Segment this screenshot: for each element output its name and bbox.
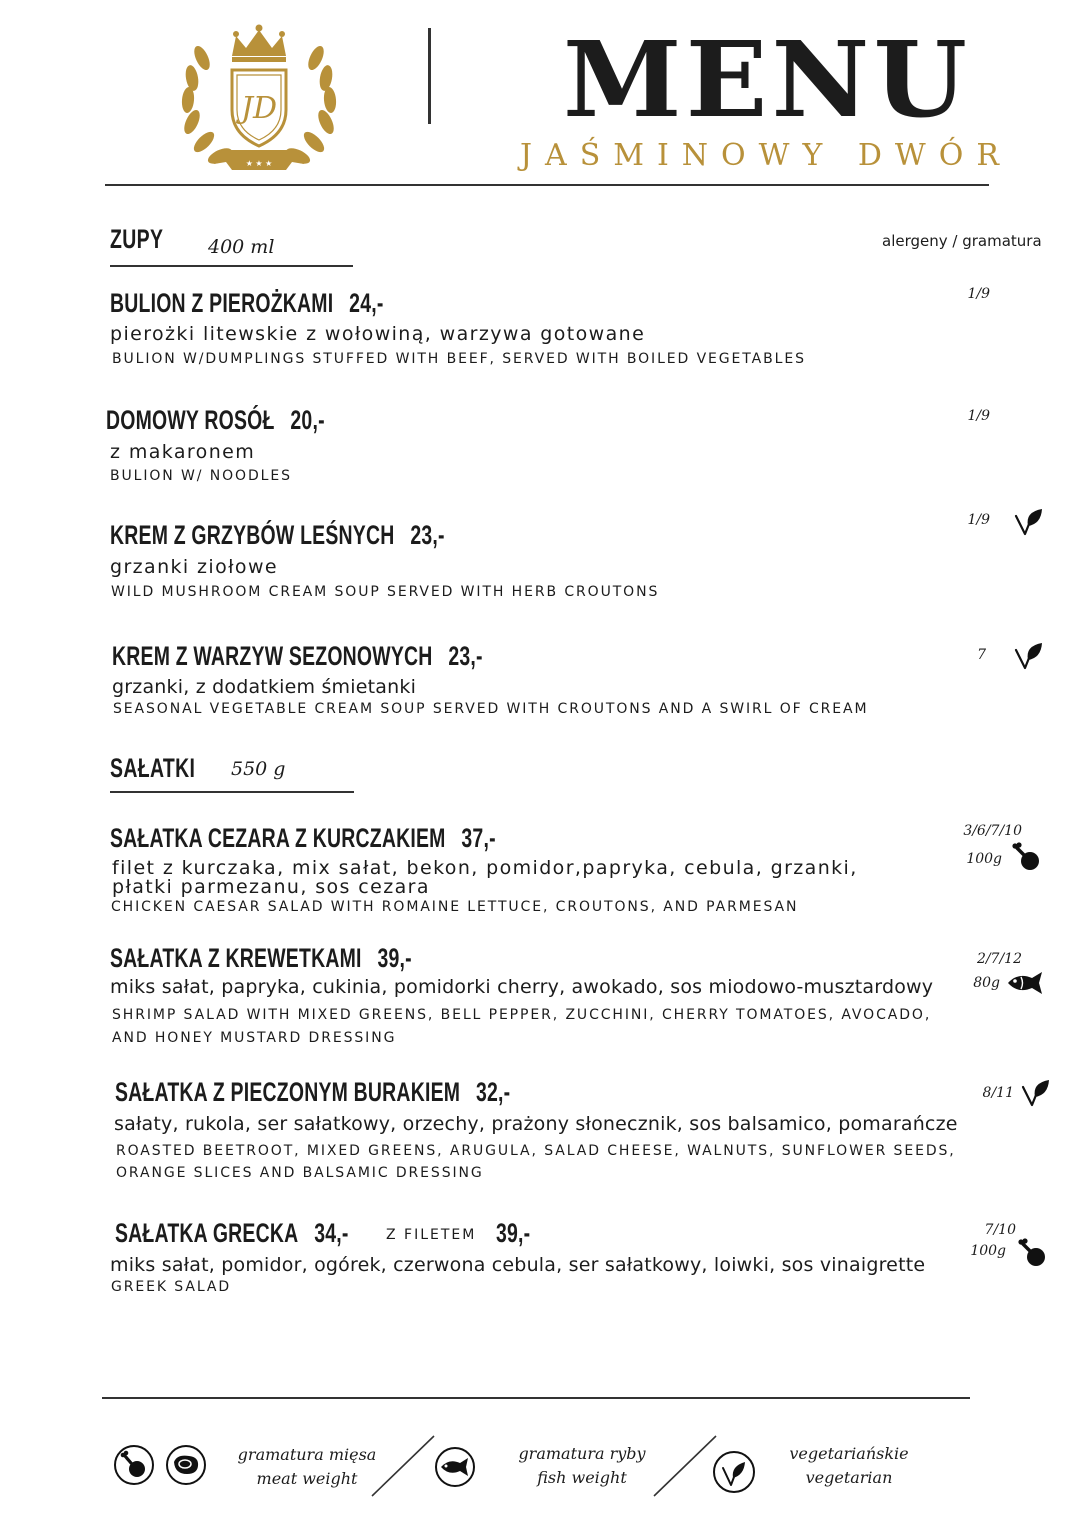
dish-description-en: SHRIMP SALAD WITH MIXED GREENS, BELL PEPPER, ZUCCHINI, CHERRY TOMATOES, AVOCADO, xyxy=(112,1007,932,1023)
dish-description-pl: miks sałat, papryka, cukinia, pomidorki cherry, awokado, sos miodowo-musztardowy xyxy=(110,976,934,998)
section-weight: 550 g xyxy=(231,758,286,780)
dish-description-pl: z makaronem xyxy=(110,441,256,463)
dish-description-en: WILD MUSHROOM CREAM SOUP SERVED WITH HERB CROUTONS xyxy=(111,584,660,600)
dish-name: SAŁATKA Z KREWETKAMI 39,- xyxy=(110,943,412,973)
dish-price: 39,- xyxy=(377,943,412,973)
legend-divider xyxy=(650,1434,720,1503)
section-underline xyxy=(110,265,353,267)
allergens: 1/9 xyxy=(967,408,990,424)
steak-icon xyxy=(165,1444,207,1486)
dish-description-pl-line2: płatki parmezanu, sos cezara xyxy=(112,876,430,898)
dish-name: SAŁATKA Z PIECZONYM BURAKIEM 32,- xyxy=(115,1077,511,1107)
legend-label-pl: gramatura mięsa xyxy=(237,1445,377,1464)
dish-description-pl: grzanki, z dodatkiem śmietanki xyxy=(112,676,417,698)
dish-price: 24,- xyxy=(349,288,384,318)
allergens-header: alergeny / gramatura xyxy=(882,232,1042,250)
section-underline xyxy=(110,791,354,793)
allergens: 1/9 xyxy=(967,512,990,528)
leaf-icon xyxy=(1020,1077,1052,1107)
dish-description-en: GREEK SALAD xyxy=(111,1279,232,1295)
fillet-option-price: 39,- xyxy=(496,1218,531,1248)
legend-label-en: vegetarian xyxy=(805,1468,893,1487)
legend-label-en: fish weight xyxy=(537,1468,627,1487)
dish-price: 20,- xyxy=(290,405,325,435)
allergens: 2/7/12 xyxy=(976,951,1022,967)
chicken-leg-icon xyxy=(113,1444,155,1486)
allergens: 7/10 xyxy=(984,1222,1016,1238)
legend-fish xyxy=(498,1442,666,1490)
dish-price: 23,- xyxy=(410,520,445,550)
dish-name: KREM Z GRZYBÓW LEŚNYCH 23,- xyxy=(110,520,445,550)
svg-text:★ ★ ★: ★ ★ ★ xyxy=(245,159,273,168)
dish-name: SAŁATKA CEZARA Z KURCZAKIEM 37,- xyxy=(110,823,496,853)
allergens: 1/9 xyxy=(967,286,990,302)
section-title-soups: ZUPY xyxy=(110,224,164,254)
leaf-icon xyxy=(1013,506,1045,536)
fillet-option-label: Z FILETEM xyxy=(386,1227,477,1243)
dish-name: DOMOWY ROSÓŁ 20,- xyxy=(106,405,325,435)
portion-weight: 100g xyxy=(966,851,1002,867)
legend-label-pl: vegetariańskie xyxy=(789,1444,909,1463)
crest-icon xyxy=(174,18,344,176)
svg-text:JD: JD xyxy=(240,91,278,126)
dish-description-en: CHICKEN CAESAR SALAD WITH ROMAINE LETTUCE, CROUTONS, AND PARMESAN xyxy=(111,899,799,915)
dish-name: BULION Z PIEROŻKAMI 24,- xyxy=(110,288,384,318)
legend-label-en: meat weight xyxy=(256,1469,358,1488)
dish-description-pl: pierożki litewskie z wołowiną, warzywa gotowane xyxy=(110,323,646,345)
dish-price: 23,- xyxy=(448,641,483,671)
fish-icon xyxy=(1006,970,1046,996)
logo xyxy=(174,18,344,176)
dish-description-pl: miks sałat, pomidor, ogórek, czerwona cebula, ser sałatkowy, loiwki, sos vinaigrette xyxy=(110,1254,926,1276)
portion-weight: 100g xyxy=(970,1243,1006,1259)
legend-vegetarian xyxy=(772,1442,926,1490)
header-rule xyxy=(105,184,989,186)
dish-price: 32,- xyxy=(476,1077,511,1107)
dish-description-en-line2: AND HONEY MUSTARD DRESSING xyxy=(112,1030,397,1046)
allergens: 3/6/7/10 xyxy=(963,823,1022,839)
leaf-icon xyxy=(1013,640,1045,670)
dish-price: 37,- xyxy=(461,823,496,853)
dish-name: SAŁATKA GRECKA 34,- xyxy=(115,1218,349,1248)
section-volume: 400 ml xyxy=(208,236,275,258)
dish-price: 34,- xyxy=(314,1218,349,1248)
restaurant-name: JAŚMINOWY DWÓR xyxy=(520,138,1012,173)
section-title-salads: SAŁATKI xyxy=(110,753,196,783)
leaf-icon xyxy=(712,1450,756,1494)
legend-meat xyxy=(222,1443,392,1491)
portion-weight: 80g xyxy=(973,975,1000,991)
header-divider xyxy=(428,28,431,124)
legend-label-pl: gramatura ryby xyxy=(518,1444,646,1463)
chicken-leg-icon xyxy=(1016,1238,1048,1268)
dish-description-pl: filet z kurczaka, mix sałat, bekon, pomidor,papryka, cebula, grzanki, xyxy=(112,857,858,879)
dish-description-en: BULION W/DUMPLINGS STUFFED WITH BEEF, SERVED WITH BOILED VEGETABLES xyxy=(112,351,806,367)
dish-description-en: SEASONAL VEGETABLE CREAM SOUP SERVED WITH CROUTONS AND A SWIRL OF CREAM xyxy=(113,701,869,717)
dish-description-en-line2: ORANGE SLICES AND BALSAMIC DRESSING xyxy=(116,1165,484,1181)
footer-rule xyxy=(102,1397,970,1399)
chicken-leg-icon xyxy=(1010,842,1042,872)
legend-divider xyxy=(368,1434,438,1503)
page-title: MENU xyxy=(563,18,972,141)
dish-description-en: BULION W/ NOODLES xyxy=(110,468,292,484)
fish-icon xyxy=(433,1446,477,1488)
dish-name: KREM Z WARZYW SEZONOWYCH 23,- xyxy=(112,641,483,671)
allergens: 8/11 xyxy=(982,1085,1014,1101)
dish-description-pl: sałaty, rukola, ser sałatkowy, orzechy, prażony słonecznik, sos balsamico, pomarańcze xyxy=(114,1113,958,1135)
dish-description-pl: grzanki ziołowe xyxy=(110,556,278,578)
dish-description-en: ROASTED BEETROOT, MIXED GREENS, ARUGULA, SALAD CHEESE, WALNUTS, SUNFLOWER SEEDS, xyxy=(116,1143,956,1159)
allergens: 7 xyxy=(977,647,986,663)
